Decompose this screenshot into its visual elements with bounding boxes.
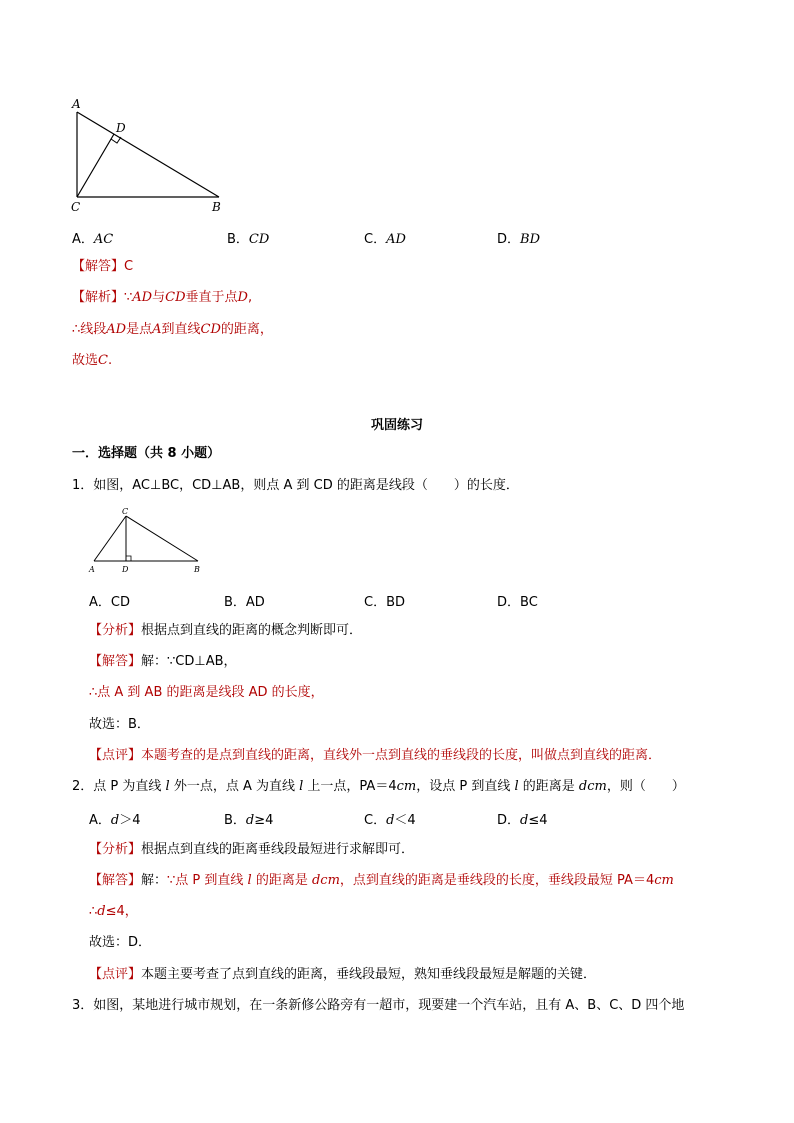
q0-option-b: B．CD <box>227 232 270 247</box>
q1-dianping: 【点评】本题考查的是点到直线的距离，直线外一点到直线的垂线段的长度，叫做点到直线的距离． <box>89 748 662 763</box>
q1-option-a: A．CD <box>89 595 130 610</box>
q1-jieda: 【解答】解：∵CD⊥AB， <box>89 654 237 669</box>
fig2-label-c: C <box>122 507 129 516</box>
label-c: C <box>71 200 81 214</box>
q1-choose: 故选：B． <box>89 717 150 732</box>
q0-analysis-1: 【解析】∵AD与CD垂直于点D, <box>72 290 253 305</box>
q2-stem: 2．点 P 为直线 l 外一点，点 A 为直线 l 上一点，PA＝4cm，设点 P 到直线 l 的距离是 dcm，则（ ） <box>72 779 685 794</box>
q3-stem: 3．如图，某地进行城市规划，在一条新修公路旁有一超市，现要建一个汽车站，且有 A、B、C、D 四个地 <box>72 998 685 1013</box>
q2-option-c: C．d＜4 <box>364 813 416 828</box>
q0-analysis-2: ∴线段AD是点A到直线CD的距离， <box>72 322 273 337</box>
q1-step: ∴点 A 到 AB 的距离是线段 AD 的长度， <box>89 685 324 700</box>
q2-fenxi: 【分析】根据点到直线的距离垂线段最短进行求解即可． <box>89 842 415 857</box>
fig2-label-b: B <box>194 565 200 574</box>
q2-option-a: A．d＞4 <box>89 813 141 828</box>
q2-option-d: D．d≤4 <box>497 813 548 828</box>
label-d: D <box>116 121 126 135</box>
triangle-figure-2 <box>86 506 208 576</box>
q0-option-a: A．AC <box>72 232 114 247</box>
triangle-figure-1 <box>66 96 236 218</box>
part-title: 一．选择题（共 8 小题） <box>72 446 221 461</box>
q1-option-d: D．BC <box>497 595 538 610</box>
fig2-label-a: A <box>89 565 95 574</box>
label-b: B <box>212 200 221 214</box>
q0-option-c: C．AD <box>364 232 406 247</box>
q2-option-b: B．d≥4 <box>224 813 274 828</box>
q1-fenxi: 【分析】根据点到直线的距离的概念判断即可． <box>89 623 363 638</box>
q0-option-d: D．BD <box>497 232 540 247</box>
fig2-label-d: D <box>122 565 129 574</box>
q2-choose: 故选：D． <box>89 935 152 950</box>
q1-option-c: C．BD <box>364 595 406 610</box>
q2-step: ∴d≤4， <box>89 904 138 919</box>
label-a: A <box>72 97 81 111</box>
q0-answer: 【解答】C <box>72 259 134 274</box>
q1-option-b: B．AD <box>224 595 265 610</box>
q2-jieda: 【解答】解：∵点 P 到直线 l 的距离是 dcm，点到直线的距离是垂线段的长度，垂线段最短 PA＝4cm <box>89 873 674 888</box>
section-title: 巩固练习 <box>370 418 423 433</box>
q2-dianping: 【点评】本题主要考查了点到直线的距离，垂线段最短，熟知垂线段最短是解题的关键． <box>89 967 597 982</box>
q0-choose: 故选C. <box>72 353 113 368</box>
q1-stem: 1．如图，AC⊥BC，CD⊥AB，则点 A 到 CD 的距离是线段（ ）的长度． <box>72 478 519 493</box>
